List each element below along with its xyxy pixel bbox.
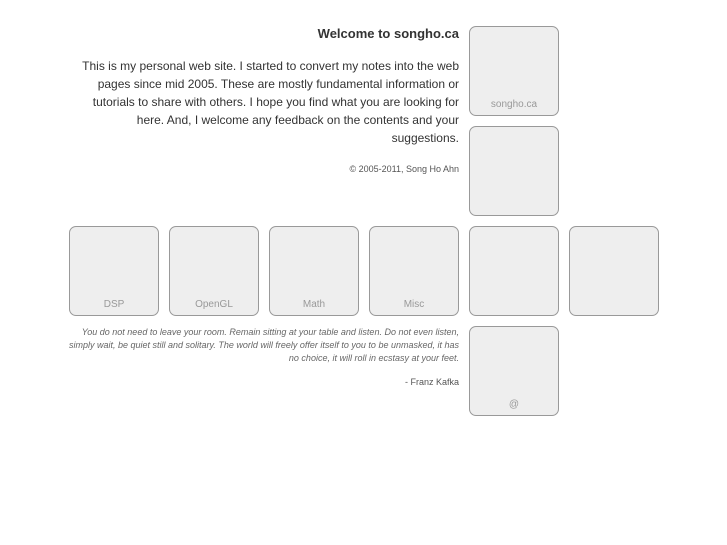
quote-author: - Franz Kafka: [404, 377, 459, 387]
tile-home-label: songho.ca: [490, 99, 538, 110]
tile-math[interactable]: [269, 226, 359, 316]
tile-contact[interactable]: [469, 326, 559, 416]
tile-misc[interactable]: [369, 226, 459, 316]
page-title: Welcome to songho.ca: [317, 26, 459, 41]
kafka-quote: You do not need to leave your room. Remain sitting at your table and listen. Do not even listen, simply wait, be quiet still and solitary. The world will freely offer itself to you to be unmasked, it has no choice, it will roll in ecstasy at your feet.: [68, 327, 459, 363]
tile-blank-right[interactable]: [569, 226, 659, 316]
intro-paragraph: This is my personal web site. I started to convert my notes into the web pages since mid 2005. These are mostly fundamental information or tutorials to share with others. I hope you find what you are looking for here. And, I welcome any feedback on the contents and your suggestions.: [82, 59, 459, 145]
copyright-text: © 2005-2011, Song Ho Ahn: [349, 164, 459, 174]
tile-misc-label: Misc: [403, 299, 425, 310]
tile-opengl[interactable]: [169, 226, 259, 316]
tile-home[interactable]: [469, 26, 559, 116]
tile-contact-label: @: [508, 399, 520, 410]
tile-dsp[interactable]: [69, 226, 159, 316]
tile-opengl-label: OpenGL: [195, 299, 233, 310]
tile-blank-center[interactable]: [469, 226, 559, 316]
tile-dsp-label: DSP: [103, 299, 125, 310]
tile-math-label: Math: [302, 299, 326, 310]
tile-blank-upper[interactable]: [469, 126, 559, 216]
